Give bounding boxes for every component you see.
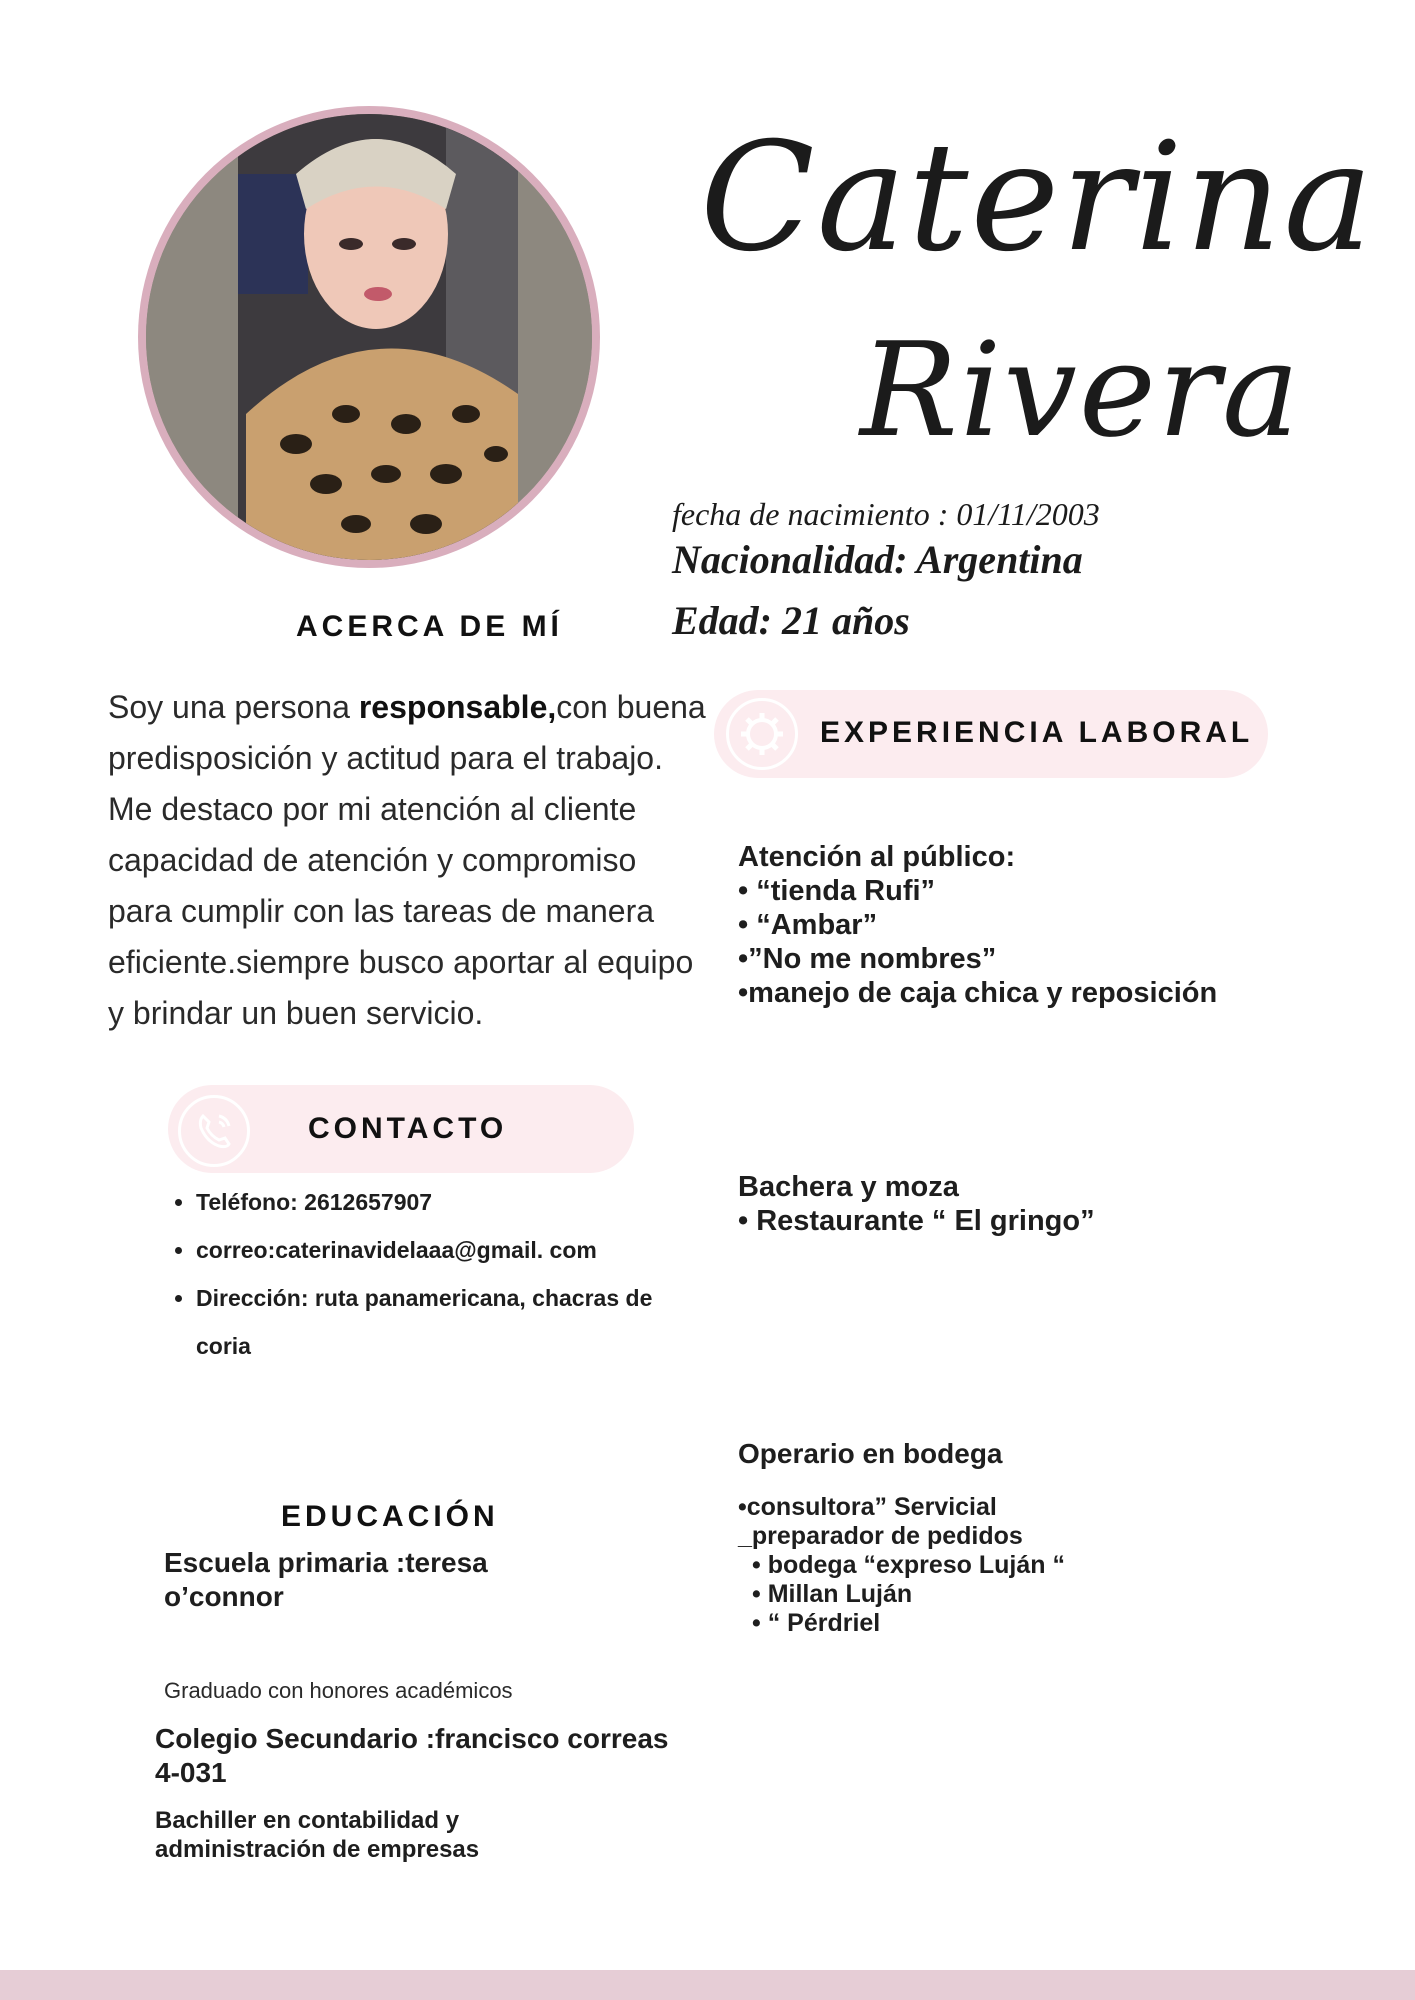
about-text-start: Soy una persona [108, 689, 359, 725]
phone-icon [178, 1095, 250, 1167]
about-text-rest: con buena predisposición y actitud para el trabajo. Me destaco por mi atención al cliente [108, 689, 706, 827]
education-heading: EDUCACIÓN [281, 1500, 499, 1533]
first-name: Caterina [700, 111, 1375, 285]
contact-list [168, 1178, 676, 1370]
experience-job-3 [738, 1493, 1065, 1638]
about-text-second: capacidad de atención y compromiso para cumplir con las tareas de manera eficiente.siempre busco aportar al equipo y brindar un buen servicio. [108, 842, 694, 1031]
experience-job-1 [738, 840, 1217, 1010]
last-name: Rivera [860, 314, 1302, 466]
profile-photo [146, 114, 592, 560]
contact-phone: • Teléfono: 2612657907 [196, 1178, 676, 1226]
about-text [108, 682, 708, 1039]
job-3-item: • Millan Luján [752, 1580, 913, 1608]
job-2-item: • Restaurante “ El gringo” [738, 1205, 1095, 1237]
education-primary-school: Escuela primaria :teresa o’connor [164, 1547, 488, 1612]
about-text-bold: responsable, [358, 689, 557, 725]
job-1-item: • “tienda Rufi” [738, 875, 936, 907]
birth-date: fecha de nacimiento : 01/11/2003 [672, 496, 1100, 532]
footer-bar [0, 1970, 1415, 2000]
gear-icon [726, 698, 798, 770]
nationality: Nacionalidad: Argentina [672, 537, 1083, 582]
experience-job-2 [738, 1170, 1095, 1238]
contact-address: • Dirección: ruta panamericana, chacras de coria [196, 1274, 676, 1370]
education-degree: Bachiller en contabilidad y administración de empresas [155, 1807, 480, 1863]
contact-heading: CONTACTO [308, 1112, 508, 1145]
job-1-heading: Atención al público: [738, 841, 1016, 873]
contact-email: • correo:caterinavidelaaa@gmail. com [196, 1226, 676, 1274]
experience-heading: EXPERIENCIA LABORAL [820, 716, 1254, 749]
education-honors: Graduado con honores académicos [164, 1678, 513, 1703]
education-secondary-school: Colegio Secundario :francisco correas 4-031 [155, 1723, 669, 1788]
job-1-item: •manejo de caja chica y reposición [738, 977, 1218, 1009]
job-1-item: •”No me nombres” [738, 943, 997, 975]
job-2-heading: Bachera y moza [738, 1171, 959, 1203]
job-1-item: • “Ambar” [738, 909, 878, 941]
job-3-item: • bodega “expreso Luján “ [752, 1551, 1065, 1579]
age: Edad: 21 años [672, 598, 910, 643]
job-3-line: _preparador de pedidos [738, 1522, 1023, 1550]
job-3-heading: Operario en bodega [738, 1438, 1003, 1469]
profile-photo-image [146, 114, 592, 560]
job-3-line: •consultora” Servicial [738, 1493, 997, 1521]
job-3-item: • “ Pérdriel [752, 1609, 881, 1637]
about-heading: ACERCA DE MÍ [296, 610, 563, 643]
